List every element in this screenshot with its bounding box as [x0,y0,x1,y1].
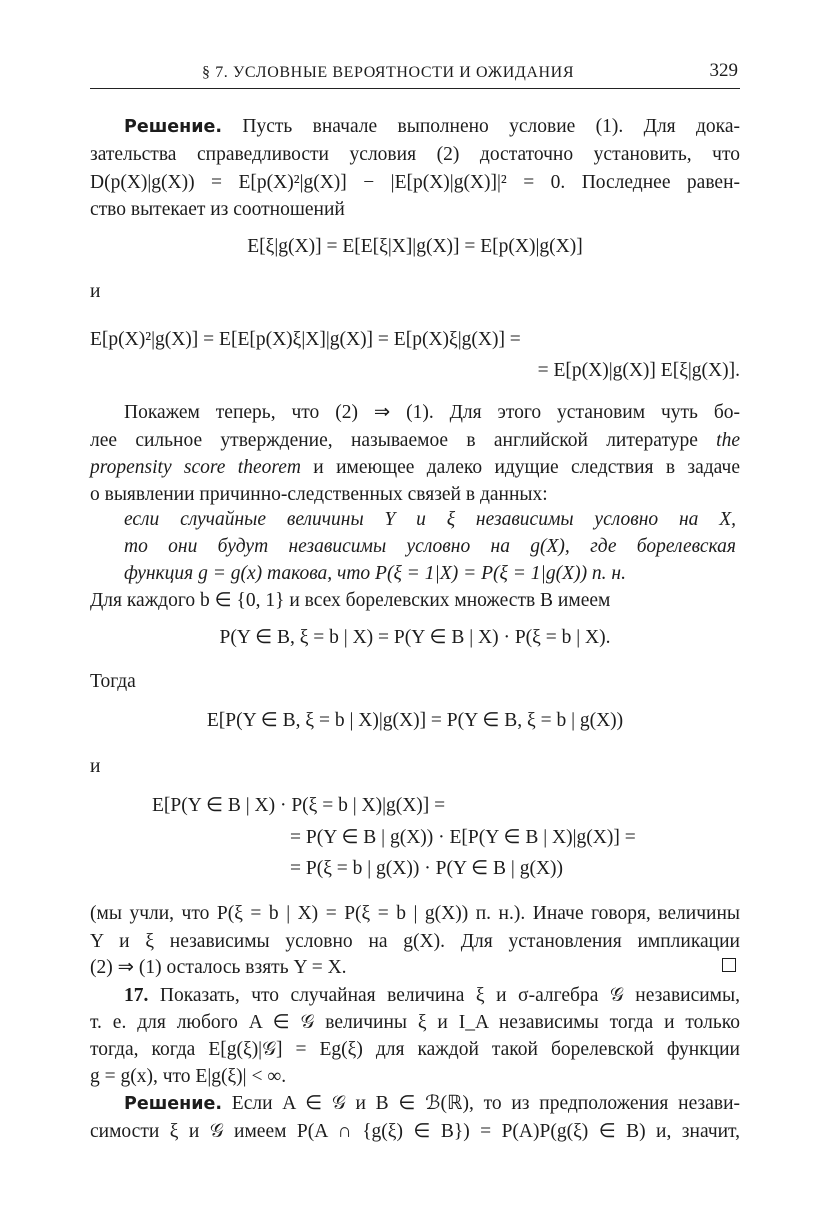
theorem-statement-line: функция g = g(x) такова, что P(ξ = 1|X) = P(ξ = 1|g(X)) п. н. [124,563,626,584]
display-formula: E[P(Y ∈ B | X) · P(ξ = b | X)|g(X)] = [152,795,446,816]
text-line: о выявлении причинно-следственных связей в данных: [90,484,548,505]
text-fragment: и имеющее далеко идущие следствия в задаче [300,457,740,478]
display-formula: P(Y ∈ B, ξ = b | X) = P(Y ∈ B | X) · P(ξ = b | X). [219,627,611,648]
italic-term: propensity score theorem [90,457,301,478]
solution-paragraph-line [124,1089,740,1119]
qed-square-icon [722,958,736,972]
text-line: (мы учли, что P(ξ = b | X) = P(ξ = b | g(X)) п. н.). Иначе говоря, величины [90,903,740,924]
running-header [90,60,740,89]
section-title: § 7. УСЛОВНЫЕ ВЕРОЯТНОСТИ И ОЖИДАНИЯ [202,64,575,81]
text-line: тогда, когда E[g(ξ)|𝒢] = Eg(ξ) для каждой такой борелевской функции [90,1039,740,1060]
italic-term: the [716,430,740,451]
display-formula: E[P(Y ∈ B, ξ = b | X)|g(X)] = P(Y ∈ B, ξ = b | g(X)) [206,710,624,731]
text-line: т. е. для любого A ∈ 𝒢 величины ξ и I_A независимы тогда и только [90,1012,740,1033]
text-line: ство вытекает из соотношений [90,199,345,220]
text-line: g = g(x), что E|g(ξ)| < ∞. [90,1066,287,1087]
solution-paragraph-line [124,112,740,142]
theorem-statement-line: если случайные величины Y и ξ независимы условно на X, [124,509,736,530]
text-fragment: Показать, что случайная величина ξ и σ-алгебра 𝒢 независимы, [148,985,740,1006]
problem-statement-line [124,981,740,1011]
theorem-statement-line: то они будут независимы условно на g(X), где борелевская [124,536,736,557]
text-line [90,453,740,483]
display-formula: E[ξ|g(X)] = E[E[ξ|X]|g(X)] = E[p(X)|g(X)] [247,236,583,257]
text-line: симости ξ и 𝒢 имеем P(A ∩ {g(ξ) ∈ B}) = P(A)P(g(ξ) ∈ B) и, значит, [90,1121,740,1142]
text-fragment: лее сильное утверждение, называемое в английской литературе [90,430,717,451]
text-fragment: Пусть вначале выполнено условие (1). Для дока- [222,116,740,137]
solution-heading: Решение. [124,1094,223,1114]
text-line: и [90,756,101,777]
text-line: D(p(X)|g(X)) = E[p(X)²|g(X)] − |E[p(X)|g(X)]|² = 0. Последнее равен- [90,172,740,193]
text-line: зательства справедливости условия (2) достаточно установить, что [90,144,740,165]
display-formula-continued: = E[p(X)|g(X)] E[ξ|g(X)]. [537,360,740,381]
text-line: и [90,281,101,302]
text-line: Покажем теперь, что (2) ⇒ (1). Для этого установим чуть бо- [124,402,740,423]
solution-heading: Решение. [124,117,223,137]
text-line [90,426,740,456]
text-line: Y и ξ независимы условно на g(X). Для установления импликации [90,931,740,952]
text-line: Тогда [90,671,136,692]
text-line: (2) ⇒ (1) осталось взять Y = X. [90,957,347,978]
display-formula-continued: = P(Y ∈ B | g(X)) · E[P(Y ∈ B | X)|g(X)] = [290,827,636,848]
display-formula: E[p(X)²|g(X)] = E[E[p(X)ξ|X]|g(X)] = E[p(X)ξ|g(X)] = [90,329,521,350]
page-number: 329 [709,60,738,81]
display-formula-continued: = P(ξ = b | g(X)) · P(Y ∈ B | g(X)) [290,858,564,879]
text-line: Для каждого b ∈ {0, 1} и всех борелевских множеств B имеем [90,590,611,611]
problem-number: 17. [124,985,149,1006]
text-fragment: Если A ∈ 𝒢 и B ∈ ℬ(ℝ), то из предположения незави- [222,1093,740,1114]
